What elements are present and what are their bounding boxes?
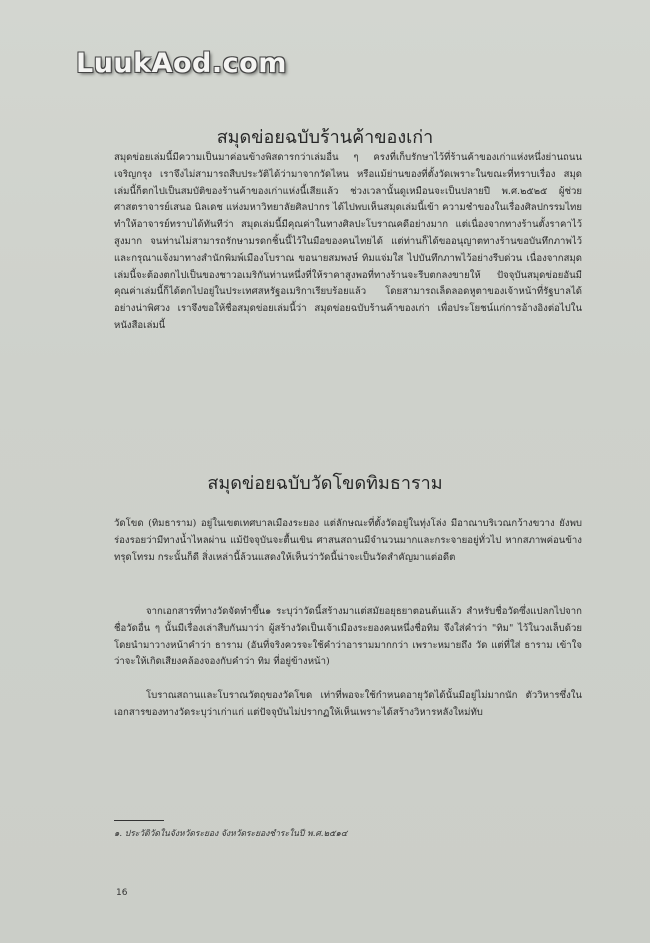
section-title-shop-manuscript: สมุดข่อยฉบับร้านค้าของเก่า bbox=[216, 127, 434, 148]
section-paragraph: โบราณสถานและโบราณวัตถุของวัดโขด เท่าที่พอจะใช้กำหนดอายุวัดได้นั้นมีอยู่ไม่มากนัก ตัววิหารซึ่งในเอกสารของทางวัดระบุว่าเก่าแก่ แต่ปัจจุบันไม่ปรากฏให้เห็นเพราะได้สร้างวิหารหลังใหม่ทับ bbox=[114, 690, 582, 718]
footnote: ๑. ประวัติวัดในจังหวัดระยอง จังหวัดระยองชำระในปี พ.ศ.๒๕๑๔ bbox=[114, 829, 348, 839]
section-paragraph: สมุดข่อยเล่มนี้มีความเป็นมาค่อนข้างพิสดารกว่าเล่มอื่น ๆ ครงที่เก็บรักษาไว้ที่ร้านค้าของเก่าแห่งหนึ่งย่านถนนเจริญกรุง เราจึงไม่สามารถสืบประวัติได้ว่ามาจากวัดไหน หรือแม้ย่านของที่ตั้งวัดเพราะในขณะที่ทราบเรื่อง สมุดเล่มนี้ก็ตกไปเป็นสมบัติของร้านค้าของเก่าแห่งนี้เสียแล้ว ช่วงเวลานั้นดูเหมือนจะเป็นปลายปี พ.ศ.๒๕๒๕ ผู้ช่วยศาสตราจารย์เสนอ นิลเดช แห่งมหาวิทยาลัยศิลปากร ได้ไปพบเห็นสมุดเล่มนี้เข้า ความชำของในเรื่องศิลปกรรมไทย ทำให้อาจารย์ทราบได้ทันทีว่า สมุดเล่มนี้มีคุณค่าในทางศิลปะโบราณคดีอย่างมาก แต่เนื่องจากทางร้านตั้งราคาไว้สูงมาก จนท่านไม่สามารถรักษามรดกชิ้นนี้ไว้ในมือของคนไทยได้ แต่ท่านก็ได้ขออนุญาตทางร้านขอบันทึกภาพไว้ และกรุณาแจ้งมาทางสำนักพิมพ์เมืองโบราณ ขอนายสมพงษ์ ทิมแจ่มใส ไปบันทึกภาพไว้อย่างรีบด่วน เนื่องจากสมุดเล่มนี้จะต้องตกไปเป็นของชาวอเมริกันท่านหนึ่งที่ให้ราคาสูงพอที่ทางร้านจะรีบตกลงขายให้ ปัจจุบันสมุดข่อยอันมีคุณค่าเล่มนี้ก็ได้ตกไปอยู่ในประเทศสหรัฐอเมริกาเรียบร้อยแล้ว โดยสามารถเล็ดลอดหูตาของเจ้าหน้าที่รัฐบาลได้อย่างน่าพิศวง เราจึงขอให้ชื่อสมุดข่อยเล่มนี้ว่า สมุดข่อยฉบับร้านค้าของเก่า เพื่อประโยชน์แก่การอ้างอิงต่อไปในหนังสือเล่มนี้ bbox=[114, 152, 582, 331]
section-paragraph: วัดโขด (ทิมธาราม) อยู่ในเขตเทศบาลเมืองระยอง แต่ลักษณะที่ตั้งวัดอยู่ในทุ่งโล่ง มีอาณาบริเวณกว้างขวาง ยังพบร่องรอยว่ามีทางน้ำไหลผ่าน แม้ปัจจุบันจะตื้นเขิน ศาสนสถานมีจำนวนมากและกระจายอยู่ทั่วไป หากสภาพค่อนข้างทรุดโทรม กระนั้นก็ดี สิ่งเหล่านี้ล้วนแสดงให้เห็นว่าวัดนี้น่าจะเป็นวัดสำคัญมาแต่อดีต bbox=[114, 518, 582, 563]
footnote-divider bbox=[114, 820, 164, 821]
watermark: LuukAod.com bbox=[76, 48, 287, 79]
section-paragraph: จากเอกสารที่ทางวัดจัดทำขึ้น๑ ระบุว่าวัดนี้สร้างมาแต่สมัยอยุธยาตอนต้นแล้ว สำหรับชื่อวัดซึ่งแปลกไปจากชื่อวัดอื่น ๆ นั้นมีเรื่องเล่าสืบกันมาว่า ผู้สร้างวัดเป็นเจ้าเมืองระยองคนหนึ่งชื่อทิม จึงใส่คำว่า "ทิม" ไว้ในวงเล็บด้วย โดยนำมาวางหน้าคำว่า ธาราม (อันที่จริงควรจะใช้คำว่าอารามมากกว่า เพราะหมายถึง วัด แต่ที่ใส่ ธาราม เข้าใจว่าจะให้เกิดเสียงคล้องจองกับคำว่า ทิม ที่อยู่ข้างหน้า) bbox=[114, 606, 582, 668]
page-number: 16 bbox=[116, 888, 128, 898]
section-title-wat-khot-manuscript: สมุดข่อยฉบับวัดโขดทิมธาราม bbox=[207, 473, 443, 494]
